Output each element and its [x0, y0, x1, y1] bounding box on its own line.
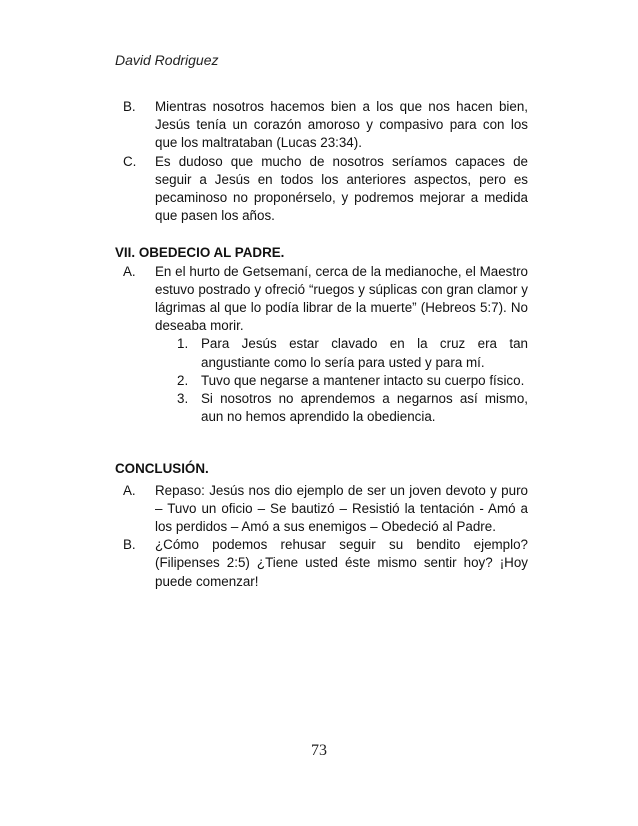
- item-label: B.: [123, 99, 136, 114]
- item-text: Mientras nosotros hacemos bien a los que nos hacen bien, Jesús tenía un corazón amoroso y compasivo para con los que los maltrataban (Lucas 23:34).: [155, 99, 528, 151]
- subitem-text: Si nosotros no aprendemos a negarnos así mismo, aun no hemos aprendido la obediencia.: [201, 391, 528, 425]
- item-text: En el hurto de Getsemaní, cerca de la medianoche, el Maestro estuvo postrado y ofreció “ruegos y súplicas con gran clamor y lágrimas al que lo podía librar de la muerte” (Hebreos 5:7). No deseaba morir.: [155, 263, 528, 334]
- subitem-text: Tuvo que negarse a mantener intacto su cuerpo físico.: [201, 372, 525, 388]
- item-text: ¿Cómo podemos rehusar seguir su bendito ejemplo? (Filipenses 2:5) ¿Tiene usted éste mismo sentir hoy? ¡Hoy puede comenzar!: [155, 537, 528, 589]
- running-header-author: David Rodriguez: [115, 52, 219, 68]
- section-heading-conclusion: CONCLUSIÓN.: [115, 461, 209, 477]
- section7-item-a: [115, 263, 528, 336]
- intro-item-b: [115, 98, 528, 153]
- item-text: Es dudoso que mucho de nosotros seríamos capaces de seguir a Jesús en todos los anteriores aspectos, pero es pecaminoso no proponérselo, y podremos mejorar a medida que pasen los años.: [155, 153, 528, 224]
- section7-subitem-3: [115, 390, 528, 426]
- item-label: B.: [123, 537, 136, 553]
- conclusion-item-b: [115, 536, 528, 591]
- subitem-label: 2.: [177, 372, 189, 388]
- subitem-label: 3.: [177, 391, 189, 407]
- subitem-label: 1.: [177, 336, 189, 352]
- item-label: C.: [123, 153, 137, 169]
- item-label: A.: [123, 263, 136, 279]
- section7-subitem-2: [115, 372, 528, 390]
- item-label: A.: [123, 482, 136, 498]
- section7-subitem-1: [115, 335, 528, 371]
- page-number: 73: [311, 742, 327, 759]
- intro-item-c: [115, 153, 528, 226]
- subitem-text: Para Jesús estar clavado en la cruz era tan angustiante como lo sería para usted y para mí.: [201, 336, 528, 370]
- section-heading-obedecio: VII. OBEDECIO AL PADRE.: [115, 245, 285, 261]
- item-text: Repaso: Jesús nos dio ejemplo de ser un joven devoto y puro – Tuvo un oficio – Se bautizó – Resistió la tentación - Amó a los perdidos – Amó a sus enemigos – Obedeció al Padre.: [155, 482, 528, 535]
- page-body: [115, 98, 528, 591]
- conclusion-item-a: [115, 482, 528, 537]
